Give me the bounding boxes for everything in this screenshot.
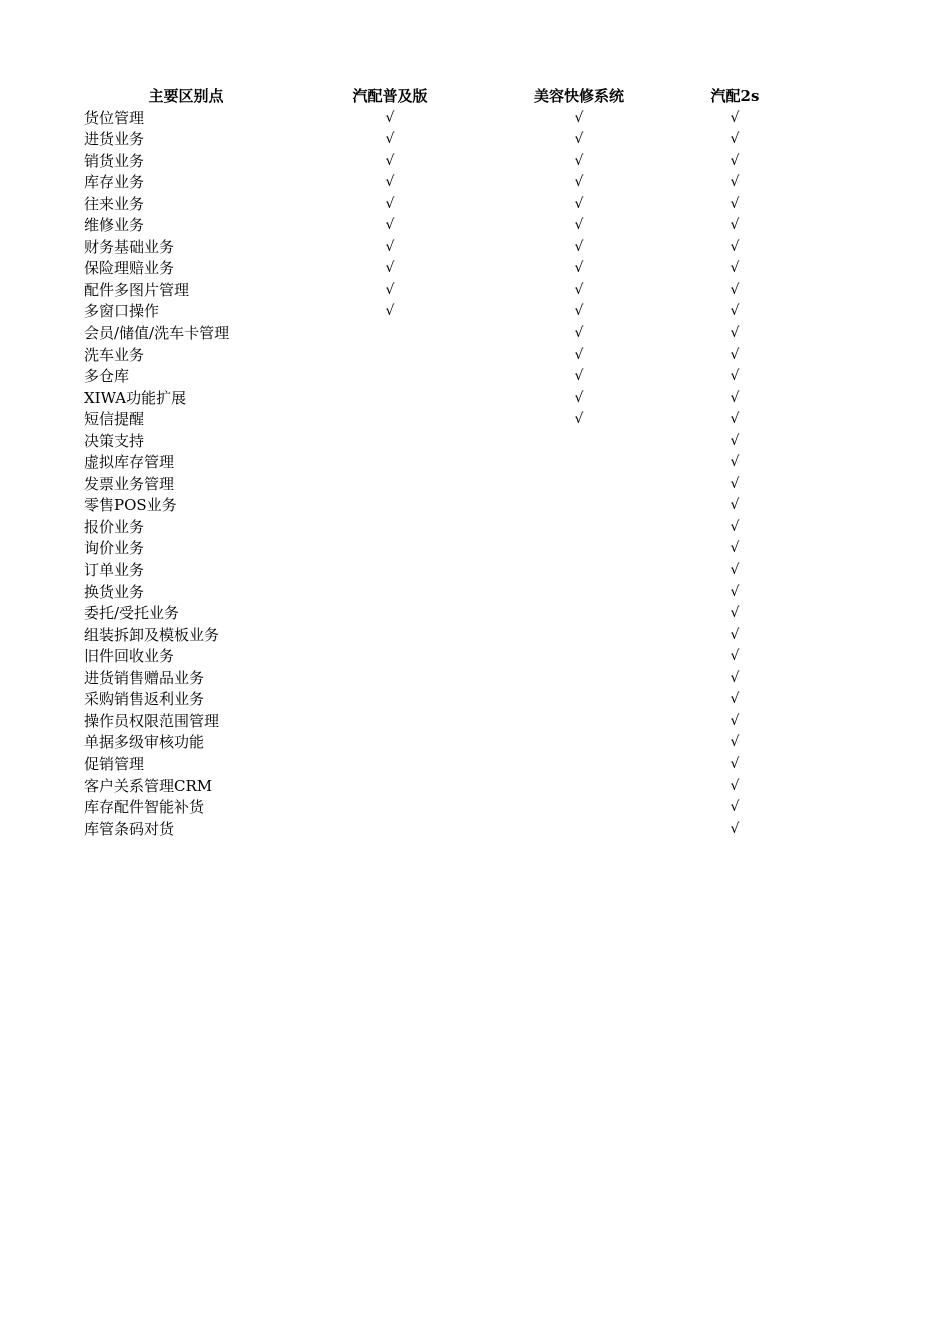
feature-cell: 订单业务	[84, 561, 145, 580]
edition-2s-check-cell: √	[730, 799, 740, 816]
feature-cell: 洗车业务	[84, 345, 145, 364]
table-row	[80, 668, 800, 690]
beauty-repair-check-cell: √	[574, 389, 584, 406]
feature-cell: 会员/储值/洗车卡管理	[84, 324, 230, 343]
edition-2s-check-cell: √	[730, 389, 740, 406]
table-row	[80, 711, 800, 733]
basic-edition-check-cell: √	[385, 217, 395, 234]
table-row	[80, 345, 800, 367]
basic-edition-check-cell: √	[385, 109, 395, 126]
edition-2s-check-cell: √	[730, 626, 740, 643]
basic-edition-check-cell: √	[385, 152, 395, 169]
feature-cell: 发票业务管理	[84, 474, 175, 493]
edition-2s-check-cell: √	[730, 432, 740, 449]
table-row	[80, 495, 800, 517]
edition-2s-check-cell: √	[730, 648, 740, 665]
edition-2s-check-cell: √	[730, 562, 740, 579]
feature-cell: 财务基础业务	[84, 237, 175, 256]
feature-cell: 往来业务	[84, 194, 145, 213]
table-row	[80, 797, 800, 819]
table-row	[80, 194, 800, 216]
feature-cell: 单据多级审核功能	[84, 733, 205, 752]
edition-2s-check-cell: √	[730, 777, 740, 794]
table-row	[80, 431, 800, 453]
edition-2s-check-cell: √	[730, 734, 740, 751]
beauty-repair-check-cell: √	[574, 281, 584, 298]
feature-cell: 换货业务	[84, 582, 145, 601]
basic-edition-check-cell: √	[385, 131, 395, 148]
table-row	[80, 129, 800, 151]
beauty-repair-check-cell: √	[574, 217, 584, 234]
edition-2s-check-cell: √	[730, 540, 740, 557]
edition-2s-check-cell: √	[730, 755, 740, 772]
edition-2s-check-cell: √	[730, 712, 740, 729]
edition-2s-check-cell: √	[730, 131, 740, 148]
feature-cell: 虚拟库存管理	[84, 453, 175, 472]
table-row	[80, 366, 800, 388]
table-row	[80, 538, 800, 560]
feature-cell: 促销管理	[84, 754, 145, 773]
feature-cell: 多仓库	[84, 367, 130, 386]
table-row	[80, 689, 800, 711]
header-2s-edition: 汽配2s	[710, 87, 760, 105]
edition-2s-check-cell: √	[730, 691, 740, 708]
edition-2s-check-cell: √	[730, 152, 740, 169]
edition-2s-check-cell: √	[730, 303, 740, 320]
feature-cell: 组装拆卸及模板业务	[84, 625, 220, 644]
edition-2s-check-cell: √	[730, 346, 740, 363]
header-beauty-repair-system: 美容快修系统	[533, 87, 624, 105]
table-body	[80, 108, 800, 841]
beauty-repair-check-cell: √	[574, 411, 584, 428]
feature-cell: 多窗口操作	[84, 302, 160, 321]
table-row	[80, 409, 800, 431]
edition-2s-check-cell: √	[730, 109, 740, 126]
edition-2s-check-cell: √	[730, 669, 740, 686]
feature-cell: 配件多图片管理	[84, 280, 190, 299]
table-row	[80, 776, 800, 798]
feature-cell: 库存配件智能补货	[84, 798, 205, 817]
edition-2s-check-cell: √	[730, 411, 740, 428]
table-row	[80, 215, 800, 237]
edition-2s-check-cell: √	[730, 260, 740, 277]
beauty-repair-check-cell: √	[574, 325, 584, 342]
beauty-repair-check-cell: √	[574, 346, 584, 363]
beauty-repair-check-cell: √	[574, 368, 584, 385]
edition-2s-check-cell: √	[730, 518, 740, 535]
comparison-table	[80, 86, 800, 840]
basic-edition-check-cell: √	[385, 281, 395, 298]
table-row	[80, 108, 800, 130]
feature-cell: 询价业务	[84, 539, 145, 558]
feature-cell: 报价业务	[84, 517, 145, 536]
feature-cell: 进货业务	[84, 130, 145, 149]
table-row	[80, 237, 800, 259]
table-row	[80, 819, 800, 841]
table-row	[80, 625, 800, 647]
feature-cell: 旧件回收业务	[84, 647, 175, 666]
header-feature: 主要区别点	[148, 87, 224, 105]
feature-cell: 委托/受托业务	[84, 604, 180, 623]
edition-2s-check-cell: √	[730, 238, 740, 255]
feature-cell: 保险理赔业务	[84, 259, 175, 278]
beauty-repair-check-cell: √	[574, 303, 584, 320]
feature-cell: 进货销售赠品业务	[84, 668, 205, 687]
feature-cell: 销货业务	[84, 151, 145, 170]
table-row	[80, 258, 800, 280]
feature-cell: 采购销售返利业务	[84, 690, 205, 709]
table-row	[80, 560, 800, 582]
edition-2s-check-cell: √	[730, 820, 740, 837]
table-row	[80, 301, 800, 323]
beauty-repair-check-cell: √	[574, 109, 584, 126]
feature-cell: 决策支持	[84, 431, 145, 450]
feature-cell: 操作员权限范围管理	[84, 711, 220, 730]
feature-cell: 维修业务	[84, 216, 145, 235]
table-row	[80, 582, 800, 604]
edition-2s-check-cell: √	[730, 174, 740, 191]
table-row	[80, 603, 800, 625]
feature-cell: 零售POS业务	[84, 496, 177, 515]
table-row	[80, 323, 800, 345]
table-row	[80, 732, 800, 754]
table-row	[80, 280, 800, 302]
edition-2s-check-cell: √	[730, 281, 740, 298]
basic-edition-check-cell: √	[385, 174, 395, 191]
feature-cell: 短信提醒	[84, 410, 145, 429]
basic-edition-check-cell: √	[385, 238, 395, 255]
edition-2s-check-cell: √	[730, 605, 740, 622]
beauty-repair-check-cell: √	[574, 238, 584, 255]
feature-cell: XIWA功能扩展	[84, 388, 187, 407]
table-row	[80, 646, 800, 668]
beauty-repair-check-cell: √	[574, 174, 584, 191]
edition-2s-check-cell: √	[730, 454, 740, 471]
table-header-row	[80, 86, 800, 108]
basic-edition-check-cell: √	[385, 195, 395, 212]
edition-2s-check-cell: √	[730, 583, 740, 600]
table-row	[80, 151, 800, 173]
feature-cell: 库存业务	[84, 173, 145, 192]
beauty-repair-check-cell: √	[574, 152, 584, 169]
table-row	[80, 172, 800, 194]
edition-2s-check-cell: √	[730, 475, 740, 492]
edition-2s-check-cell: √	[730, 217, 740, 234]
feature-cell: 客户关系管理CRM	[84, 776, 213, 795]
basic-edition-check-cell: √	[385, 303, 395, 320]
beauty-repair-check-cell: √	[574, 131, 584, 148]
table-row	[80, 388, 800, 410]
edition-2s-check-cell: √	[730, 325, 740, 342]
edition-2s-check-cell: √	[730, 497, 740, 514]
table-row	[80, 452, 800, 474]
feature-cell: 库管条码对货	[84, 819, 175, 838]
table-row	[80, 517, 800, 539]
beauty-repair-check-cell: √	[574, 260, 584, 277]
table-row	[80, 754, 800, 776]
basic-edition-check-cell: √	[385, 260, 395, 277]
table-row	[80, 474, 800, 496]
beauty-repair-check-cell: √	[574, 195, 584, 212]
edition-2s-check-cell: √	[730, 368, 740, 385]
header-basic-edition: 汽配普及版	[352, 87, 428, 105]
edition-2s-check-cell: √	[730, 195, 740, 212]
feature-cell: 货位管理	[84, 108, 145, 127]
